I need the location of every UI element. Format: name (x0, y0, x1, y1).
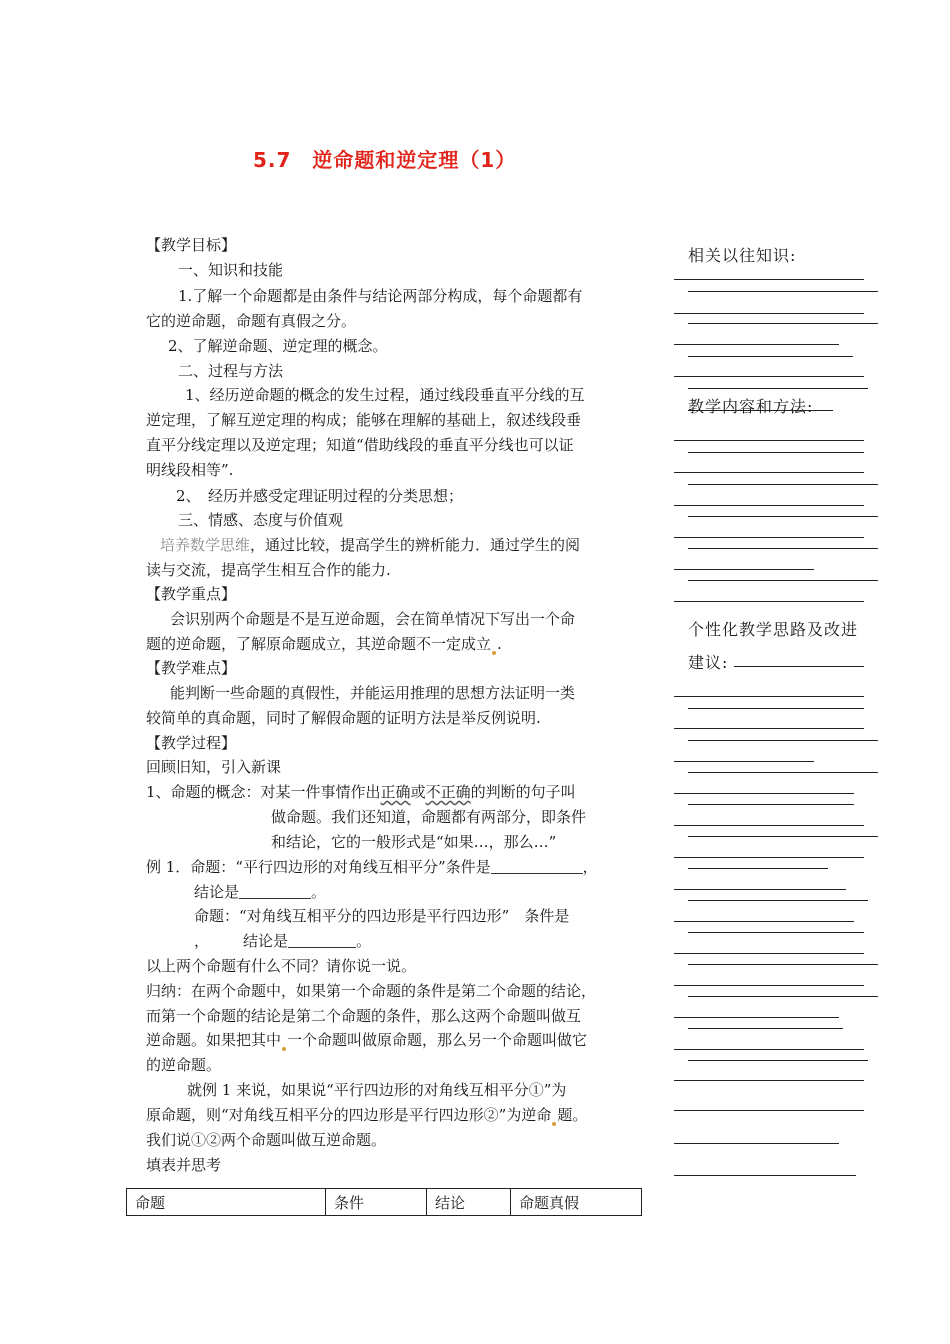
objectives-p3c: 直平分线定理以及逆定理；知道“借助线段的垂直平分线也可以证 (146, 436, 574, 454)
example1-b-end: 。 (311, 883, 327, 901)
objectives-p3b: 逆定理，了解互逆定理的构成；能够在理解的基础上，叙述线段垂 (146, 411, 582, 429)
summary-3b: 一个命题叫做原命题，那么另一个命题叫做它 (287, 1031, 588, 1049)
objectives-p5 (160, 536, 580, 555)
objectives-p2: 2、了解逆命题、逆定理的概念。 (168, 337, 388, 355)
explain-line3: 我们说①②两个命题叫做互逆命题。 (146, 1131, 387, 1149)
writing-line (674, 313, 864, 314)
difficulty-a: 能判断一些命题的真假性，并能运用推理的思想方法证明一类 (170, 684, 576, 702)
concept-or: 或 (410, 783, 426, 801)
writing-line (688, 323, 878, 324)
answer-blank[interactable] (491, 859, 583, 874)
objectives-heading: 【教学目标】 (146, 236, 237, 254)
example1-line2 (194, 883, 326, 902)
example1-d2: 结论是 (243, 932, 289, 950)
writing-line (674, 1017, 839, 1018)
table-header-cell: 结论 (427, 1189, 511, 1216)
writing-line (688, 900, 868, 901)
example1-a-end: ， (582, 858, 598, 876)
writing-line (688, 964, 878, 965)
writing-line (674, 1110, 864, 1111)
writing-line (674, 1080, 864, 1081)
writing-line (674, 601, 864, 602)
writing-line (688, 868, 828, 869)
writing-line (688, 356, 853, 357)
writing-line (674, 1143, 839, 1144)
writing-line (674, 889, 846, 890)
objectives-sub2: 二、过程与方法 (178, 362, 284, 380)
objectives-sub3: 三、情感、态度与价值观 (178, 511, 344, 529)
difficulty-heading: 【教学难点】 (146, 659, 237, 677)
concept-line3: 和结论，它的一般形式是“如果…，那么…” (271, 833, 557, 851)
key-b-text: 题的逆命题，了解原命题成立，其逆命题不一定成立 (146, 635, 492, 653)
objectives-p3a: 1、经历逆命题的概念的发生过程，通过线段垂直平分线的互 (185, 386, 585, 404)
objectives-sub1: 一、知识和技能 (178, 261, 284, 279)
writing-line (674, 1175, 856, 1176)
writing-line (674, 1049, 864, 1050)
gray-phrase: 培养数学思维 (160, 536, 251, 554)
example1-line3: 命题：“对角线互相平分的四边形是平行四边形” 条件是 (194, 907, 570, 925)
key-b (146, 635, 502, 655)
explain-line1: 就例 1 来说，如果说“平行四边形的对角线互相平分①”为 (187, 1081, 567, 1099)
explain-2b: 题。 (557, 1106, 588, 1124)
objectives-p5-rest: ，通过比较，提高学生的辨析能力．通过学生的阅 (250, 536, 581, 554)
sidebar-heading-personal-b: 建议: (688, 653, 729, 672)
writing-line (688, 708, 864, 709)
writing-line (674, 761, 814, 762)
process-heading: 【教学过程】 (146, 734, 237, 752)
answer-blank[interactable] (288, 933, 356, 948)
writing-line (688, 996, 878, 997)
example1-b: 结论是 (194, 883, 240, 901)
writing-line (688, 1028, 843, 1029)
writing-line (674, 505, 864, 506)
writing-line (688, 516, 878, 517)
writing-line (688, 772, 878, 773)
summary-line1: 归纳：在两个命题中，如果第一个命题的条件是第二个命题的结论， (146, 982, 597, 1000)
writing-line (674, 953, 864, 954)
example1-a: 例 1．命题：“平行四边形的对角线互相平分”条件是 (146, 858, 491, 876)
writing-line (688, 388, 868, 389)
concept-pre: 1、命题的概念：对某一件事情作出 (146, 783, 381, 801)
writing-line (688, 1060, 868, 1061)
fill-table-prompt: 填表并思考 (146, 1156, 222, 1174)
writing-line (688, 836, 878, 837)
fill-table (126, 1188, 642, 1216)
process-review: 回顾旧知，引入新课 (146, 758, 282, 776)
writing-line (688, 804, 854, 805)
writing-line (734, 666, 864, 667)
writing-line (688, 452, 864, 453)
concept-line2: 做命题。我们还知道，命题都有两部分，即条件 (271, 808, 587, 826)
table-header-cell: 条件 (326, 1189, 427, 1216)
page-title: 5.7 逆命题和逆定理（1） (253, 148, 517, 172)
writing-line (674, 440, 864, 441)
writing-line (688, 548, 878, 549)
concept-post: 的判断的句子叫 (470, 783, 576, 801)
table-header-cell: 命题真假 (511, 1189, 642, 1216)
summary-3a: 逆命题。如果把其中 (146, 1031, 282, 1049)
mark-dot (492, 651, 496, 655)
example1-line1 (146, 858, 598, 877)
summary-line4: 的逆命题。 (146, 1056, 222, 1074)
word-incorrect: 不正确 (425, 783, 471, 801)
writing-line (674, 985, 864, 986)
writing-line (688, 410, 833, 411)
table-header-cell: 命题 (127, 1189, 326, 1216)
word-correct: 正确 (380, 783, 411, 801)
example1-line4 (194, 932, 371, 951)
example1-d1: ， (194, 932, 210, 950)
writing-line (688, 484, 878, 485)
writing-line (674, 472, 864, 473)
sidebar-heading-content-method: 教学内容和方法: (688, 397, 814, 416)
writing-line (688, 580, 878, 581)
writing-line (674, 825, 864, 826)
writing-line (674, 344, 839, 345)
writing-line (688, 932, 864, 933)
explain-line2 (146, 1106, 587, 1126)
writing-line (674, 696, 864, 697)
writing-line (688, 291, 878, 292)
answer-blank[interactable] (239, 884, 311, 899)
mark-dot (282, 1047, 286, 1051)
writing-line (674, 537, 864, 538)
writing-line (674, 921, 854, 922)
writing-line (674, 569, 814, 570)
objectives-p1b: 它的逆命题，命题有真假之分。 (146, 312, 357, 330)
writing-line (688, 740, 878, 741)
explain-2a: 原命题，则“对角线互相平分的四边形是平行四边形②”为逆命 (146, 1106, 552, 1124)
writing-line (674, 376, 864, 377)
mark-dot (552, 1122, 556, 1126)
objectives-p1a: 1.了解一个命题都是由条件与结论两部分构成，每个命题都有 (178, 287, 583, 305)
difficulty-b: 较简单的真命题，同时了解假命题的证明方法是举反例说明. (146, 709, 541, 727)
key-heading: 【教学重点】 (146, 585, 237, 603)
question-line: 以上两个命题有什么不同？请你说一说。 (146, 957, 417, 975)
summary-line2: 而第一个命题的结论是第二个命题的条件，那么这两个命题叫做互 (146, 1007, 582, 1025)
objectives-p5b: 读与交流，提高学生相互合作的能力. (146, 561, 391, 579)
sidebar-heading-prior-knowledge: 相关以往知识: (688, 246, 797, 265)
summary-line3 (146, 1031, 587, 1051)
writing-line (674, 279, 864, 280)
writing-line (674, 728, 864, 729)
key-a: 会识别两个命题是不是互逆命题，会在简单情况下写出一个命 (170, 610, 576, 628)
table-header-row (127, 1189, 642, 1216)
objectives-p4: 2、 经历并感受定理证明过程的分类思想； (176, 487, 464, 505)
sidebar-heading-personal-a: 个性化教学思路及改进 (688, 620, 859, 639)
writing-line (674, 857, 864, 858)
concept-line1 (146, 783, 576, 802)
objectives-p3d: 明线段相等”. (146, 461, 234, 479)
writing-line (674, 793, 854, 794)
key-b-end: . (497, 635, 502, 653)
example1-d-end: 。 (356, 932, 372, 950)
